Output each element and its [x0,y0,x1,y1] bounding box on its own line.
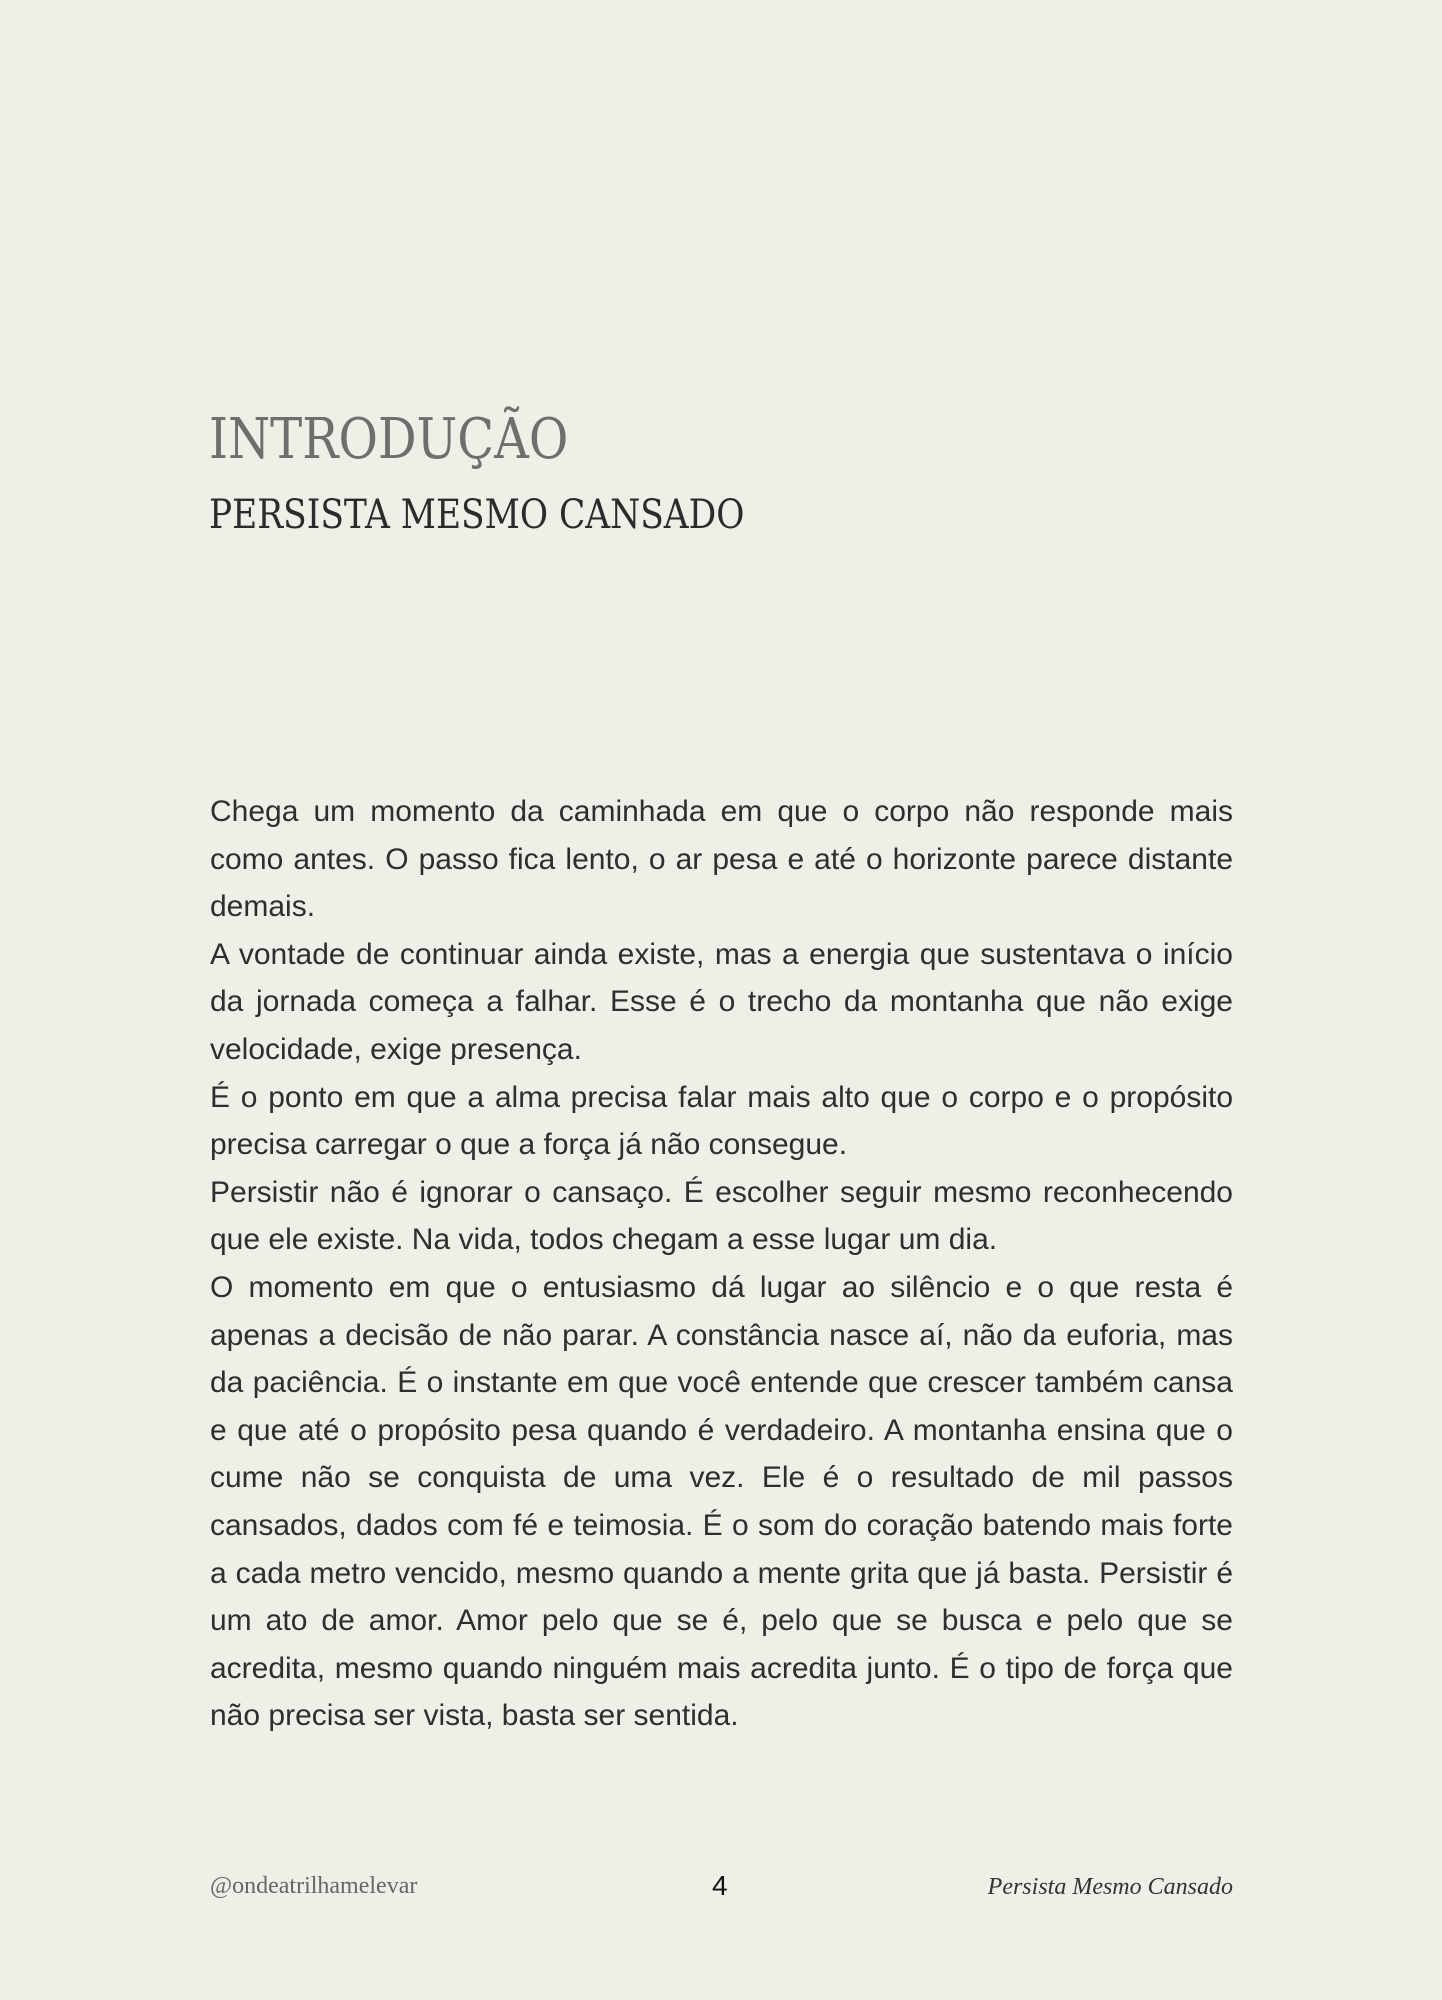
paragraph: Persistir não é ignorar o cansaço. É escolher seguir mesmo reconhecendo que ele existe. Na vida, todos chegam a esse lugar um dia. [210,1175,1233,1257]
page-number: 4 [712,1870,728,1901]
page-subtitle: PERSISTA MESMO CANSADO [209,492,745,538]
paragraph: Chega um momento da caminhada em que o corpo não responde mais como antes. O passo fica lento, o ar pesa e até o horizonte parece distante demais. [210,795,1233,924]
page-title: INTRODUÇÃO [209,407,569,472]
body-text [210,788,1233,1740]
paragraph: É o ponto em que a alma precisa falar mais alto que o corpo e o propósito precisa carregar o que a força já não consegue. [210,1080,1233,1162]
paragraph: O momento em que o entusiasmo dá lugar ao silêncio e o que resta é apenas a decisão de não parar. A constância nasce aí, não da euforia, mas da paciência. É o instante em que você entende que crescer também cansa e que até o propósito pesa quando é verdadeiro. A montanha ensina que o cume não se conquista de uma vez. Ele é o resultado de mil passos cansados, dados com fé e teimosia. É o som do coração batendo mais forte a cada metro vencido, mesmo quando a mente grita que já basta. Persistir é um ato de amor. Amor pelo que se é, pelo que se busca e pelo que se acredita, mesmo quando ninguém mais acredita junto. É o tipo de força que não precisa ser vista, basta ser sentida. [210,1270,1233,1733]
footer-book-title: Persista Mesmo Cansado [987,1874,1233,1900]
footer-handle: @ondeatrilhamelevar [210,1873,418,1899]
page-footer [210,1870,1233,1910]
paragraph: A vontade de continuar ainda existe, mas a energia que sustentava o início da jornada começa a falhar. Esse é o trecho da montanha que não exige velocidade, exige presença. [210,937,1233,1066]
